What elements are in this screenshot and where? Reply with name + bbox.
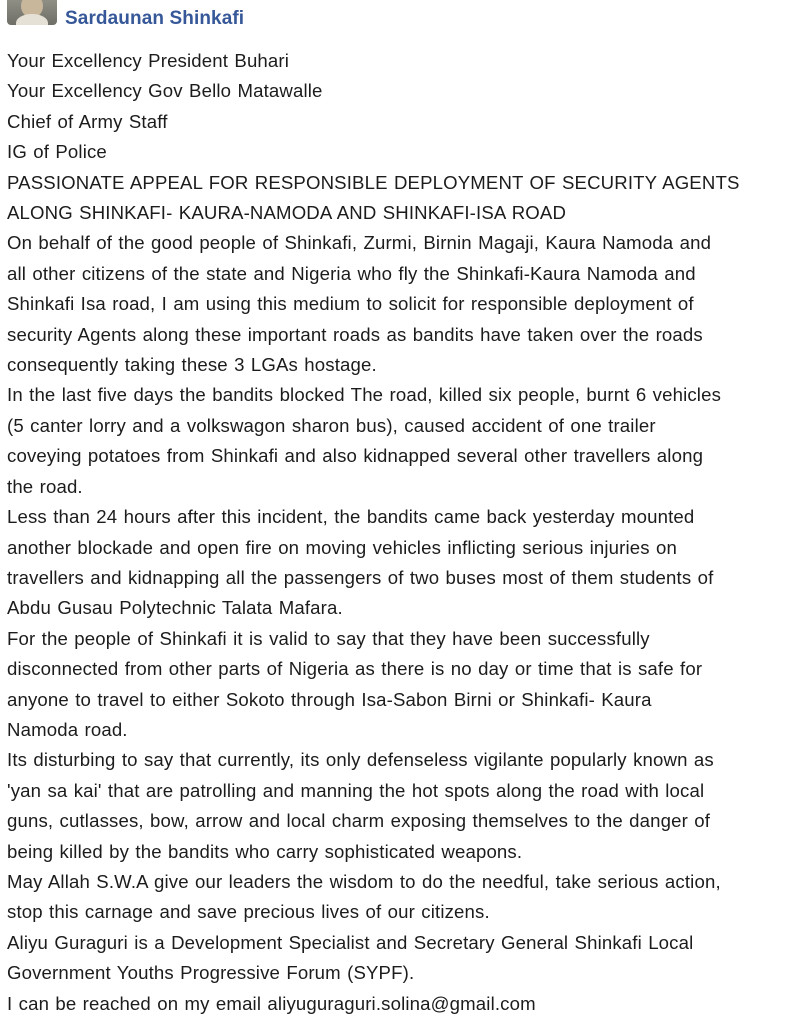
post-text-line: travellers and kidnapping all the passengers of two buses most of them students of <box>7 566 714 588</box>
post-text-line: May Allah S.W.A give our leaders the wisdom to do the needful, take serious action, <box>7 870 721 892</box>
post-text-line: Its disturbing to say that currently, its only defenseless vigilante popularly known as <box>7 749 714 771</box>
post-text-line: coveying potatoes from Shinkafi and also kidnapped several other travellers along <box>7 445 704 467</box>
post-heading-line: PASSIONATE APPEAL FOR RESPONSIBLE DEPLOYMENT OF SECURITY AGENTS <box>7 171 740 193</box>
post-text-line: Abdu Gusau Polytechnic Talata Mafara. <box>7 597 343 619</box>
avatar-body-shape <box>16 14 48 25</box>
post-text-line: Chief of Army Staff <box>7 110 168 132</box>
post-header <box>0 0 794 36</box>
post-text-line: security Agents along these important roads as bandits have taken over the roads <box>7 323 703 345</box>
post-text-line: stop this carnage and save precious lives of our citizens. <box>7 901 490 923</box>
author-avatar[interactable] <box>7 0 57 25</box>
post-text-line: being killed by the bandits who carry sophisticated weapons. <box>7 840 523 862</box>
post-text-line: For the people of Shinkafi it is valid to say that they have been successfully <box>7 627 650 649</box>
post-text-line: anyone to travel to either Sokoto through Isa-Sabon Birni or Shinkafi- Kaura <box>7 688 652 710</box>
contact-email-line[interactable]: I can be reached on my email aliyuguraguri.solina@gmail.com <box>7 992 536 1014</box>
post-body <box>7 46 787 1019</box>
post-text-line: 'yan sa kai' that are patrolling and manning the hot spots along the road with local <box>7 779 705 801</box>
post-text-line: Less than 24 hours after this incident, the bandits came back yesterday mounted <box>7 506 695 528</box>
post-text-line: Government Youths Progressive Forum (SYPF). <box>7 962 415 984</box>
post-text-line: Your Excellency Gov Bello Matawalle <box>7 80 323 102</box>
post-text-line: another blockade and open fire on moving vehicles inflicting serious injuries on <box>7 536 678 558</box>
post-text-line: Namoda road. <box>7 718 128 740</box>
post-text-line: (5 canter lorry and a volkswagon sharon bus), caused accident of one trailer <box>7 414 656 436</box>
post-text-line: the road. <box>7 475 83 497</box>
post-text-line: disconnected from other parts of Nigeria as there is no day or time that is safe for <box>7 658 703 680</box>
post-text-line: all other citizens of the state and Nigeria who fly the Shinkafi-Kaura Namoda and <box>7 262 696 284</box>
post-text-line: Shinkafi Isa road, I am using this medium to solicit for responsible deployment of <box>7 293 694 315</box>
post-text-line: Your Excellency President Buhari <box>7 50 290 71</box>
post-text-line: On behalf of the good people of Shinkafi, Zurmi, Birnin Magaji, Kaura Namoda and <box>7 232 712 254</box>
post-text-line: consequently taking these 3 LGAs hostage. <box>7 354 377 376</box>
author-name-link[interactable]: Sardaunan Shinkafi <box>65 8 245 29</box>
post-text-line: Aliyu Guraguri is a Development Specialist and Secretary General Shinkafi Local <box>7 931 694 953</box>
post-text-line: IG of Police <box>7 141 107 163</box>
post-text-line: In the last five days the bandits blocked The road, killed six people, burnt 6 vehicles <box>7 384 722 406</box>
post-heading-line: ALONG SHINKAFI- KAURA-NAMODA AND SHINKAFI-ISA ROAD <box>7 202 567 224</box>
post-text-line: guns, cutlasses, bow, arrow and local charm exposing themselves to the danger of <box>7 810 711 832</box>
